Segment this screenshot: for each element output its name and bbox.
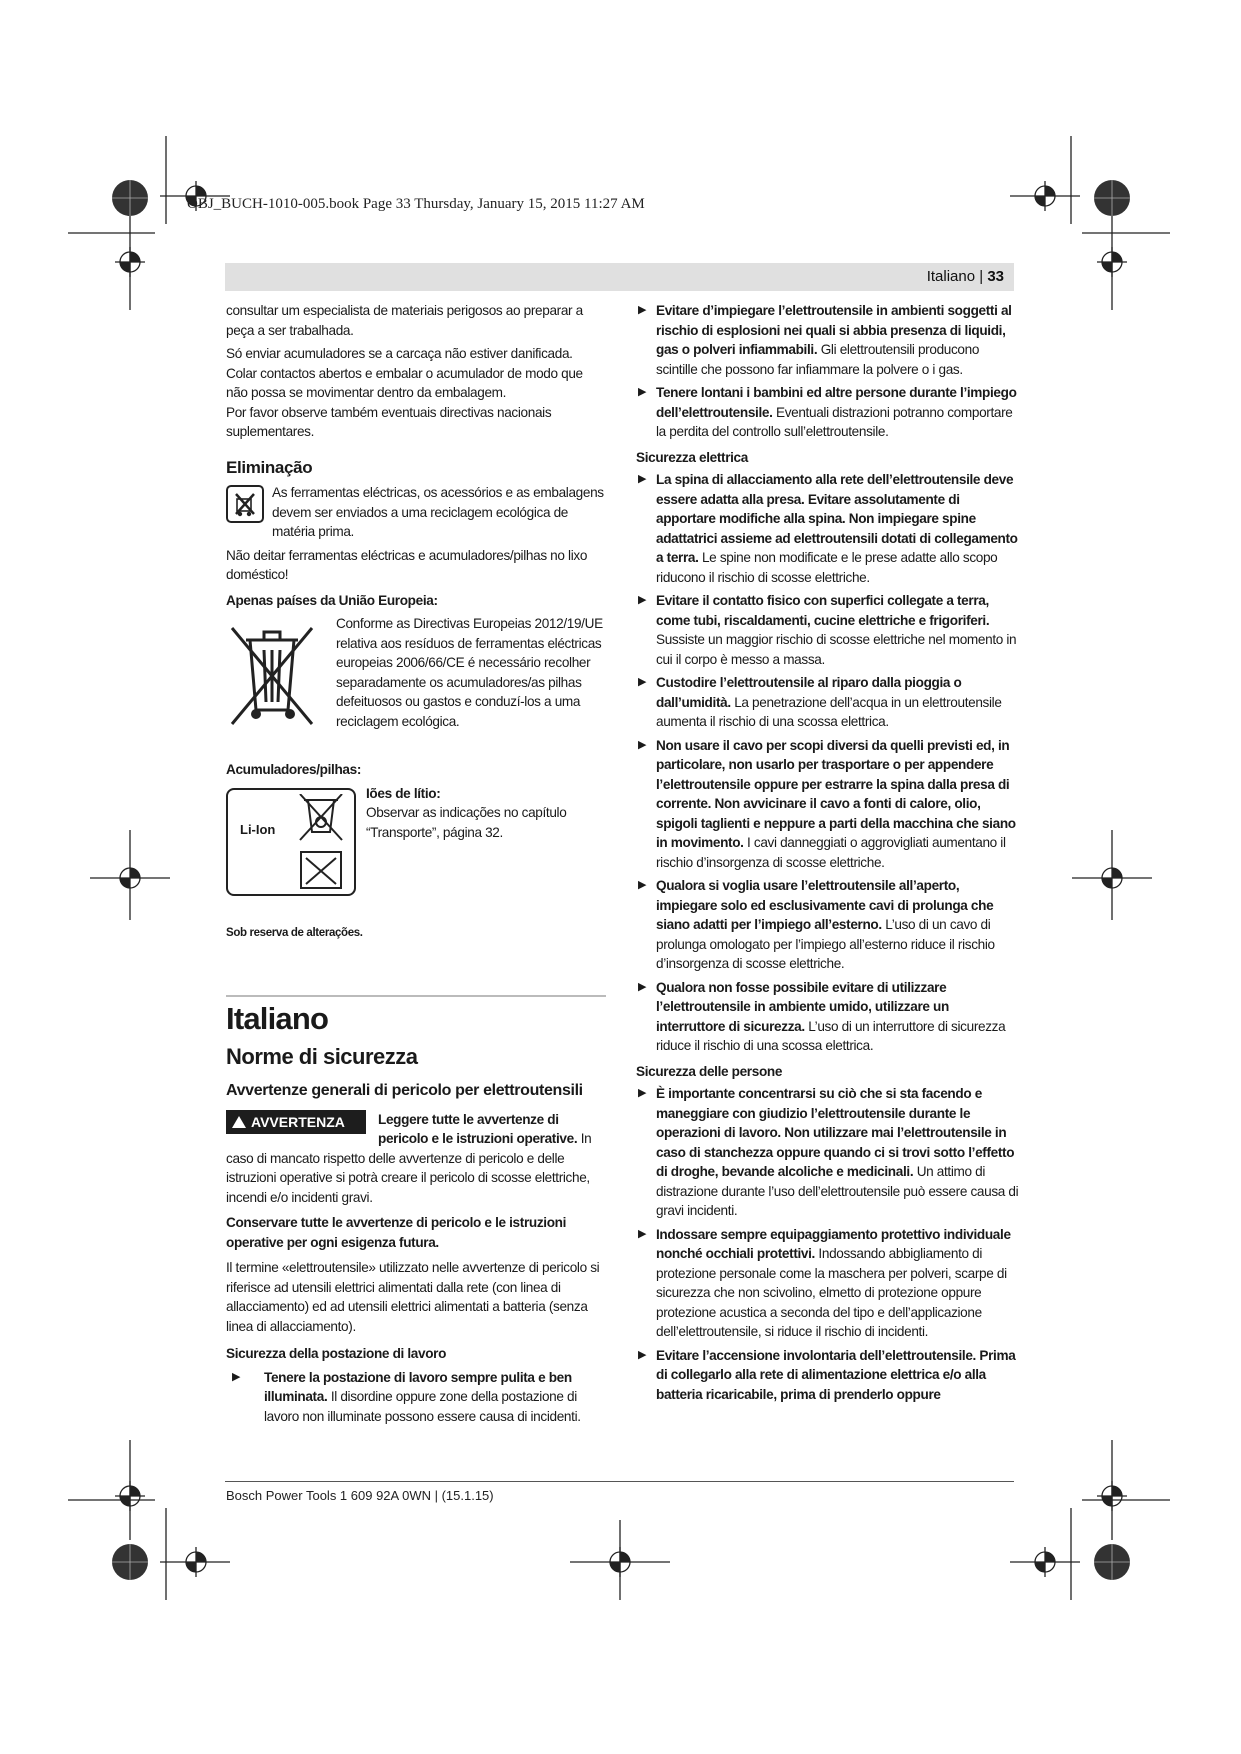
liion-block	[226, 784, 606, 902]
warning-bold-text: Leggere tutte le avvertenze di pericolo e le istruzioni operative.	[378, 1111, 578, 1146]
bullet-3-text: Le spine non modificate e le prese adatte allo scopo riducono il rischio di scosse elettriche.	[656, 550, 998, 585]
bullet-triangle-icon: ▶	[638, 386, 647, 398]
elimination-block	[226, 483, 606, 542]
bullet-triangle-icon: ▶	[638, 594, 647, 606]
bullet-10-bold: Indossare sempre equipaggiamento protettivo individuale nonché occhiali protettivi.	[656, 1226, 1011, 1261]
elettrica-heading: Sicurezza elettrica	[636, 449, 748, 465]
bullet-1-bold: Evitare d’impiegare l’elettroutensile in ambienti soggetti al rischio di esplosioni nei quali si abbia presenza di liquidi, gas o polveri infiammabili.	[656, 303, 1012, 357]
bullet-triangle-icon: ▶	[638, 980, 647, 993]
bullet-3	[636, 470, 1021, 587]
bullet-triangle-icon: ▶	[638, 1087, 647, 1099]
recycle-disposal-icon	[226, 485, 264, 523]
bullet-9-text: Un attimo di distrazione durante l’uso dell’elettroutensile può essere causa di gravi incidenti.	[656, 1164, 1019, 1218]
liion-paragraph: Observar as indicações no capítulo “Transporte”, página 32.	[366, 805, 567, 840]
bullet-5-text: La penetrazione dell’acqua in un elettroutensile aumenta il rischio di una scossa elettrica.	[656, 694, 1002, 729]
bullet-9	[636, 1084, 1021, 1221]
warning-badge-label: AVVERTENZA	[251, 1113, 345, 1130]
bullet-2-bold: Tenere lontani i bambini ed altre persone durante l’impiego dell’elettroutensile.	[656, 385, 1017, 420]
bullet-triangle-icon: ▶	[638, 1227, 647, 1240]
bullet-8-bold: Qualora non fosse possibile evitare di utilizzare l’elettroutensile in ambiente umido, utilizzare un interruttore di sicurezza.	[656, 979, 949, 1034]
bullet-triangle-icon: ▶	[638, 676, 647, 688]
conservare-paragraph: Conservare tutte le avvertenze di pericolo e le istruzioni operative per ogni esigenza futura.	[226, 1215, 567, 1250]
liion-text	[366, 784, 606, 843]
bullet-7-bold: Qualora si voglia usare l’elettroutensile all’aperto, impiegare solo ed esclusivamente cavi di prolunga che siano adatti per l’impiego all’esterno.	[656, 878, 994, 932]
warning-text: In caso di mancato rispetto delle avvertenze di pericolo e delle istruzioni operative si potrà creare il pericolo di scosse elettriche, incendi e/o incidenti gravi.	[226, 1131, 592, 1205]
eu-heading: Apenas países da União Europeia:	[226, 592, 438, 608]
eu-paragraph: Conforme as Directivas Europeias 2012/19/UE relativa aos resíduos de ferramentas eléctricas europeias 2006/66/CE é necessário recolher separadamente os acumuladores/as pilhas defeituosos ou gastos e conduzí-los a uma reciclagem ecológica.	[336, 616, 603, 729]
sob-reserva: Sob reserva de alterações.	[226, 926, 363, 939]
acumuladores-heading: Acumuladores/pilhas:	[226, 762, 362, 777]
eliminacao-heading: Eliminação	[226, 457, 313, 477]
postazione-text: Il disordine oppure zone della postazione di lavoro non illuminate possono essere causa di incidenti.	[264, 1389, 581, 1424]
bullet-2	[636, 383, 1021, 442]
avvertenze-title: Avvertenze generali di pericolo per elettroutensili	[226, 1081, 583, 1099]
crossed-battery-icon	[296, 794, 346, 892]
bullet-9-bold: È importante concentrarsi su ciò che si sta facendo e maneggiare con giudizio l’elettroutensile durante le operazioni di lavoro. Non utilizzare mai l’elettroutensile in caso di stanchezza oppure quando ci si trovi sotto l’effetto di droghe, bevande alcoliche e medicinali.	[656, 1086, 1015, 1179]
norme-title: Norme di sicurezza	[226, 1044, 418, 1069]
bullet-6-text: I cavi danneggiati o aggrovigliati aumentano il rischio d’insorgenza di scosse elettriche.	[656, 835, 1006, 870]
postazione-bold: Tenere la postazione di lavoro sempre pulita e ben illuminata.	[264, 1369, 572, 1404]
bullet-11-bold: Evitare l’accensione involontaria dell’elettroutensile. Prima di collegarlo alla rete di alimentazione elettrica e/o alla batteria ricaricabile, prima di prenderlo oppure	[656, 1347, 1016, 1402]
bullet-4-bold: Evitare il contatto fisico con superfici collegate a terra, come tubi, riscaldamenti, cucine elettriche e frigoriferi.	[656, 593, 990, 628]
bullet-10-text: Indossando abbigliamento di protezione personale come la maschera per polveri, scarpe di sicurezza che non scivolino, elmetto di protezione oppure protezione acustica a seconda del tipo e dell’applicazione dell’elettroutensile, si riduce il rischio di incidenti.	[656, 1246, 1007, 1339]
bullet-triangle-icon: ▶	[638, 1348, 647, 1361]
footer: Bosch Power Tools 1 609 92A 0WN | (15.1.15)	[226, 1488, 494, 1503]
bullet-6-bold: Non usare il cavo per scopi diversi da quelli previsti ed, in particolare, non usarlo per trasportare o per appendere l’elettroutensile oppure per estrarre la spina dalla presa di corrente. Non avvicinare il cavo a fonti di calore, olio, spigoli taglienti e neppure a parti della macchina che siano in movimento.	[656, 737, 1016, 850]
left-column	[226, 301, 606, 1430]
persone-heading: Sicurezza delle persone	[636, 1063, 783, 1079]
bullet-7	[636, 876, 1021, 974]
right-column	[636, 301, 1021, 1408]
footer-rule	[225, 1481, 1014, 1482]
intro-paragraph-1: consultar um especialista de materiais perigosos ao preparar a peça a ser trabalhada.	[226, 303, 583, 338]
bullet-6	[636, 736, 1021, 873]
header-language: Italiano	[926, 268, 976, 285]
bullet-8-text: L’uso di un interruttore di sicurezza riduce il rischio di una scossa elettrica.	[656, 1018, 1006, 1053]
warning-block	[226, 1110, 606, 1208]
header-separator: |	[979, 268, 984, 285]
page-header	[927, 268, 1004, 285]
intro-paragraph-3: Por favor observe também eventuais directivas nacionais suplementares.	[226, 404, 552, 439]
liion-label: Li-Ion	[240, 821, 276, 837]
bullet-4-text: Sussiste un maggior rischio di scosse elettriche nel momento in cui il corpo è messo a massa.	[656, 632, 1017, 667]
intro-paragraph-2: Só enviar acumuladores se a carcaça não estiver danificada. Colar contactos abertos e embalar o acumulador de modo que não possa se movimentar dentro da embalagem.	[226, 346, 583, 400]
bullet-10	[636, 1225, 1021, 1342]
postazione-bullet	[226, 1368, 606, 1427]
liion-heading: Iões de lítio:	[366, 785, 441, 801]
book-header: OBJ_BUCH-1010-005.book Page 33 Thursday, January 15, 2015 11:27 AM	[187, 196, 645, 212]
bullet-3-bold: La spina di allacciamento alla rete dell’elettroutensile deve essere adatta alla presa. Evitare assolutamente di apportare modifiche alla spina. Non impiegare spine adattatrici assieme ad elettroutensili dotati di collegamento a terra.	[656, 472, 1018, 565]
bullet-triangle-icon: ▶	[232, 1370, 241, 1383]
bullet-5	[636, 673, 1021, 732]
section-divider	[226, 995, 606, 997]
bullet-4	[636, 591, 1021, 669]
page-header-band	[225, 263, 1014, 291]
bullet-2-text: Eventuali distrazioni potranno comportare la perdita del controllo sull’elettroutensile.	[656, 404, 1013, 439]
bullet-triangle-icon: ▶	[638, 738, 647, 751]
bullet-1	[636, 301, 1021, 379]
bullet-triangle-icon: ▶	[638, 473, 647, 485]
page-number: 33	[987, 268, 1004, 285]
bullet-triangle-icon: ▶	[638, 879, 647, 891]
postazione-heading: Sicurezza della postazione di lavoro	[226, 1346, 447, 1361]
warning-triangle-icon	[232, 1116, 246, 1128]
italiano-title: Italiano	[226, 1001, 329, 1036]
bullet-triangle-icon: ▶	[638, 304, 647, 316]
liion-symbol	[226, 788, 356, 896]
termine-paragraph: Il termine «elettroutensile» utilizzato nelle avvertenze di pericolo si riferisce ad utensili elettrici alimentati dalla rete (con linea di allacciamento) ed ad utensili elettrici alimentati a batteria (senza linea di allacciamento).	[226, 1260, 600, 1334]
eu-block	[226, 614, 606, 742]
bullet-1-text: Gli elettroutensili producono scintille che possono far infiammare la polvere o i gas.	[656, 342, 980, 377]
bullet-8	[636, 978, 1021, 1056]
bullet-11	[636, 1346, 1021, 1405]
warning-badge	[226, 1110, 366, 1134]
crossed-bin-icon	[226, 618, 318, 734]
elimination-paragraph-1: As ferramentas eléctricas, os acessórios e as embalagens devem ser enviados a uma reciclagem ecológica de matéria prima.	[272, 485, 604, 539]
elimination-paragraph-2: Não deitar ferramentas eléctricas e acumuladores/pilhas no lixo doméstico!	[226, 547, 588, 582]
bullet-7-text: L’uso di un cavo di prolunga omologato per l’impiego all’esterno riduce il rischio d’insorgenza di scosse elettriche.	[656, 917, 995, 971]
bullet-5-bold: Custodire l’elettroutensile al riparo dalla pioggia o dall’umidità.	[656, 675, 962, 710]
